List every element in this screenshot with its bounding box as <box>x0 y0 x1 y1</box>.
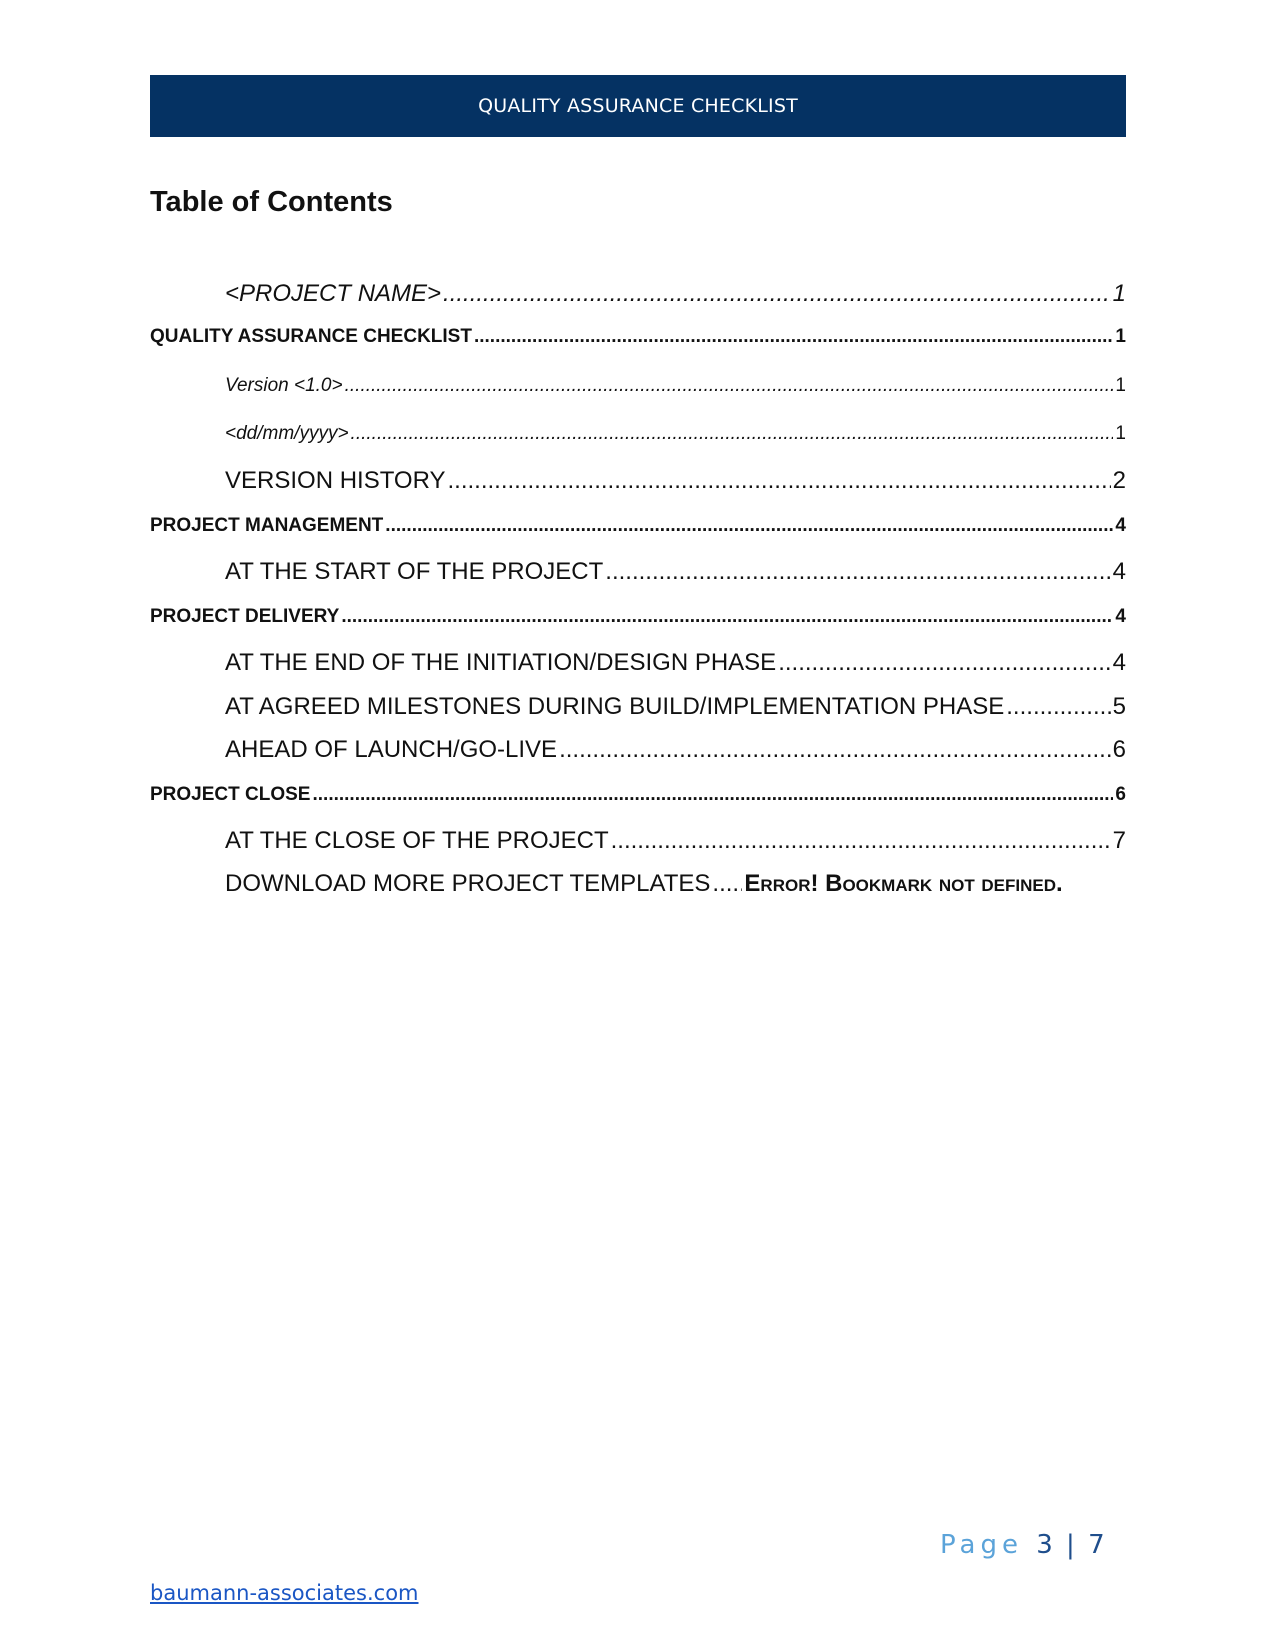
toc-entry-page: 2 <box>1112 467 1126 494</box>
toc-entry-label: PROJECT DELIVERY <box>150 606 340 627</box>
toc-entry-label: <PROJECT NAME> <box>225 280 442 307</box>
toc-entry[interactable] <box>225 558 1126 586</box>
toc-leader <box>559 736 1111 764</box>
toc-entry-page: 1 <box>1115 423 1126 444</box>
toc-entry-label: AT THE END OF THE INITIATION/DESIGN PHASE <box>225 649 777 676</box>
toc-entry-page: 1 <box>1112 280 1126 307</box>
footer-website-link[interactable]: baumann-associates.com <box>150 1581 419 1605</box>
toc-entry-label: AT THE START OF THE PROJECT <box>225 558 604 585</box>
toc-leader <box>448 467 1111 495</box>
toc-leader <box>778 649 1110 677</box>
table-of-contents <box>150 0 1126 1650</box>
toc-entry-page: 4 <box>1112 649 1126 676</box>
toc-entry-page: 1 <box>1115 375 1126 396</box>
toc-entry-page: 5 <box>1112 693 1126 720</box>
toc-entry[interactable] <box>150 515 1126 537</box>
toc-heading: Table of Contents <box>150 186 393 218</box>
toc-entry-label: AT AGREED MILESTONES DURING BUILD/IMPLEMENTATION PHASE <box>225 693 1005 720</box>
toc-leader <box>1006 693 1110 721</box>
toc-entry[interactable] <box>225 375 1126 397</box>
toc-entry-label: <dd/mm/yyyy> <box>225 423 349 444</box>
toc-entry-label: AHEAD OF LAUNCH/GO-LIVE <box>225 736 558 763</box>
toc-entry-page: 4 <box>1115 606 1126 627</box>
toc-entry[interactable] <box>225 693 1126 721</box>
toc-leader <box>312 784 1113 806</box>
toc-entry[interactable] <box>225 870 1126 898</box>
toc-entry-page: 4 <box>1112 558 1126 585</box>
toc-leader <box>605 558 1110 586</box>
toc-entry-label: PROJECT CLOSE <box>150 784 311 805</box>
toc-entry[interactable] <box>150 326 1126 348</box>
toc-entry[interactable] <box>225 827 1126 855</box>
toc-entry[interactable] <box>225 736 1126 764</box>
toc-leader <box>351 423 1114 445</box>
toc-leader <box>385 515 1113 537</box>
page-number <box>940 1530 1105 1560</box>
page-label: Page <box>940 1530 1023 1560</box>
toc-entry-label: QUALITY ASSURANCE CHECKLIST <box>150 326 472 347</box>
toc-entry-page: 7 <box>1112 827 1126 854</box>
toc-entry-page: 1 <box>1115 326 1126 347</box>
toc-entry[interactable] <box>150 784 1126 806</box>
header-title: QUALITY ASSURANCE CHECKLIST <box>478 95 798 117</box>
toc-entry-label: PROJECT MANAGEMENT <box>150 515 384 536</box>
toc-entry[interactable] <box>225 280 1126 308</box>
toc-leader <box>611 827 1111 855</box>
page-current: 3 <box>1036 1530 1053 1560</box>
toc-leader <box>474 326 1113 348</box>
page-total: 7 <box>1088 1530 1105 1560</box>
toc-entry[interactable] <box>225 467 1126 495</box>
toc-entry[interactable] <box>225 423 1126 445</box>
toc-entry-label: DOWNLOAD MORE PROJECT TEMPLATES <box>225 870 711 897</box>
toc-entry-page: 6 <box>1112 736 1126 763</box>
toc-entry[interactable] <box>150 606 1126 628</box>
page-separator: | <box>1066 1530 1075 1560</box>
toc-leader <box>712 870 742 898</box>
toc-entry-page: 6 <box>1115 784 1126 805</box>
toc-entry[interactable] <box>225 649 1126 677</box>
toc-leader <box>341 606 1113 628</box>
toc-entry-label: Version <1.0> <box>225 375 343 396</box>
toc-leader <box>443 280 1111 308</box>
toc-leader <box>345 375 1114 397</box>
toc-entry-label: AT THE CLOSE OF THE PROJECT <box>225 827 609 854</box>
toc-entry-label: VERSION HISTORY <box>225 467 446 494</box>
toc-entry-error: Error! Bookmark not defined. <box>744 870 1063 897</box>
toc-entry-page: 4 <box>1115 515 1126 536</box>
